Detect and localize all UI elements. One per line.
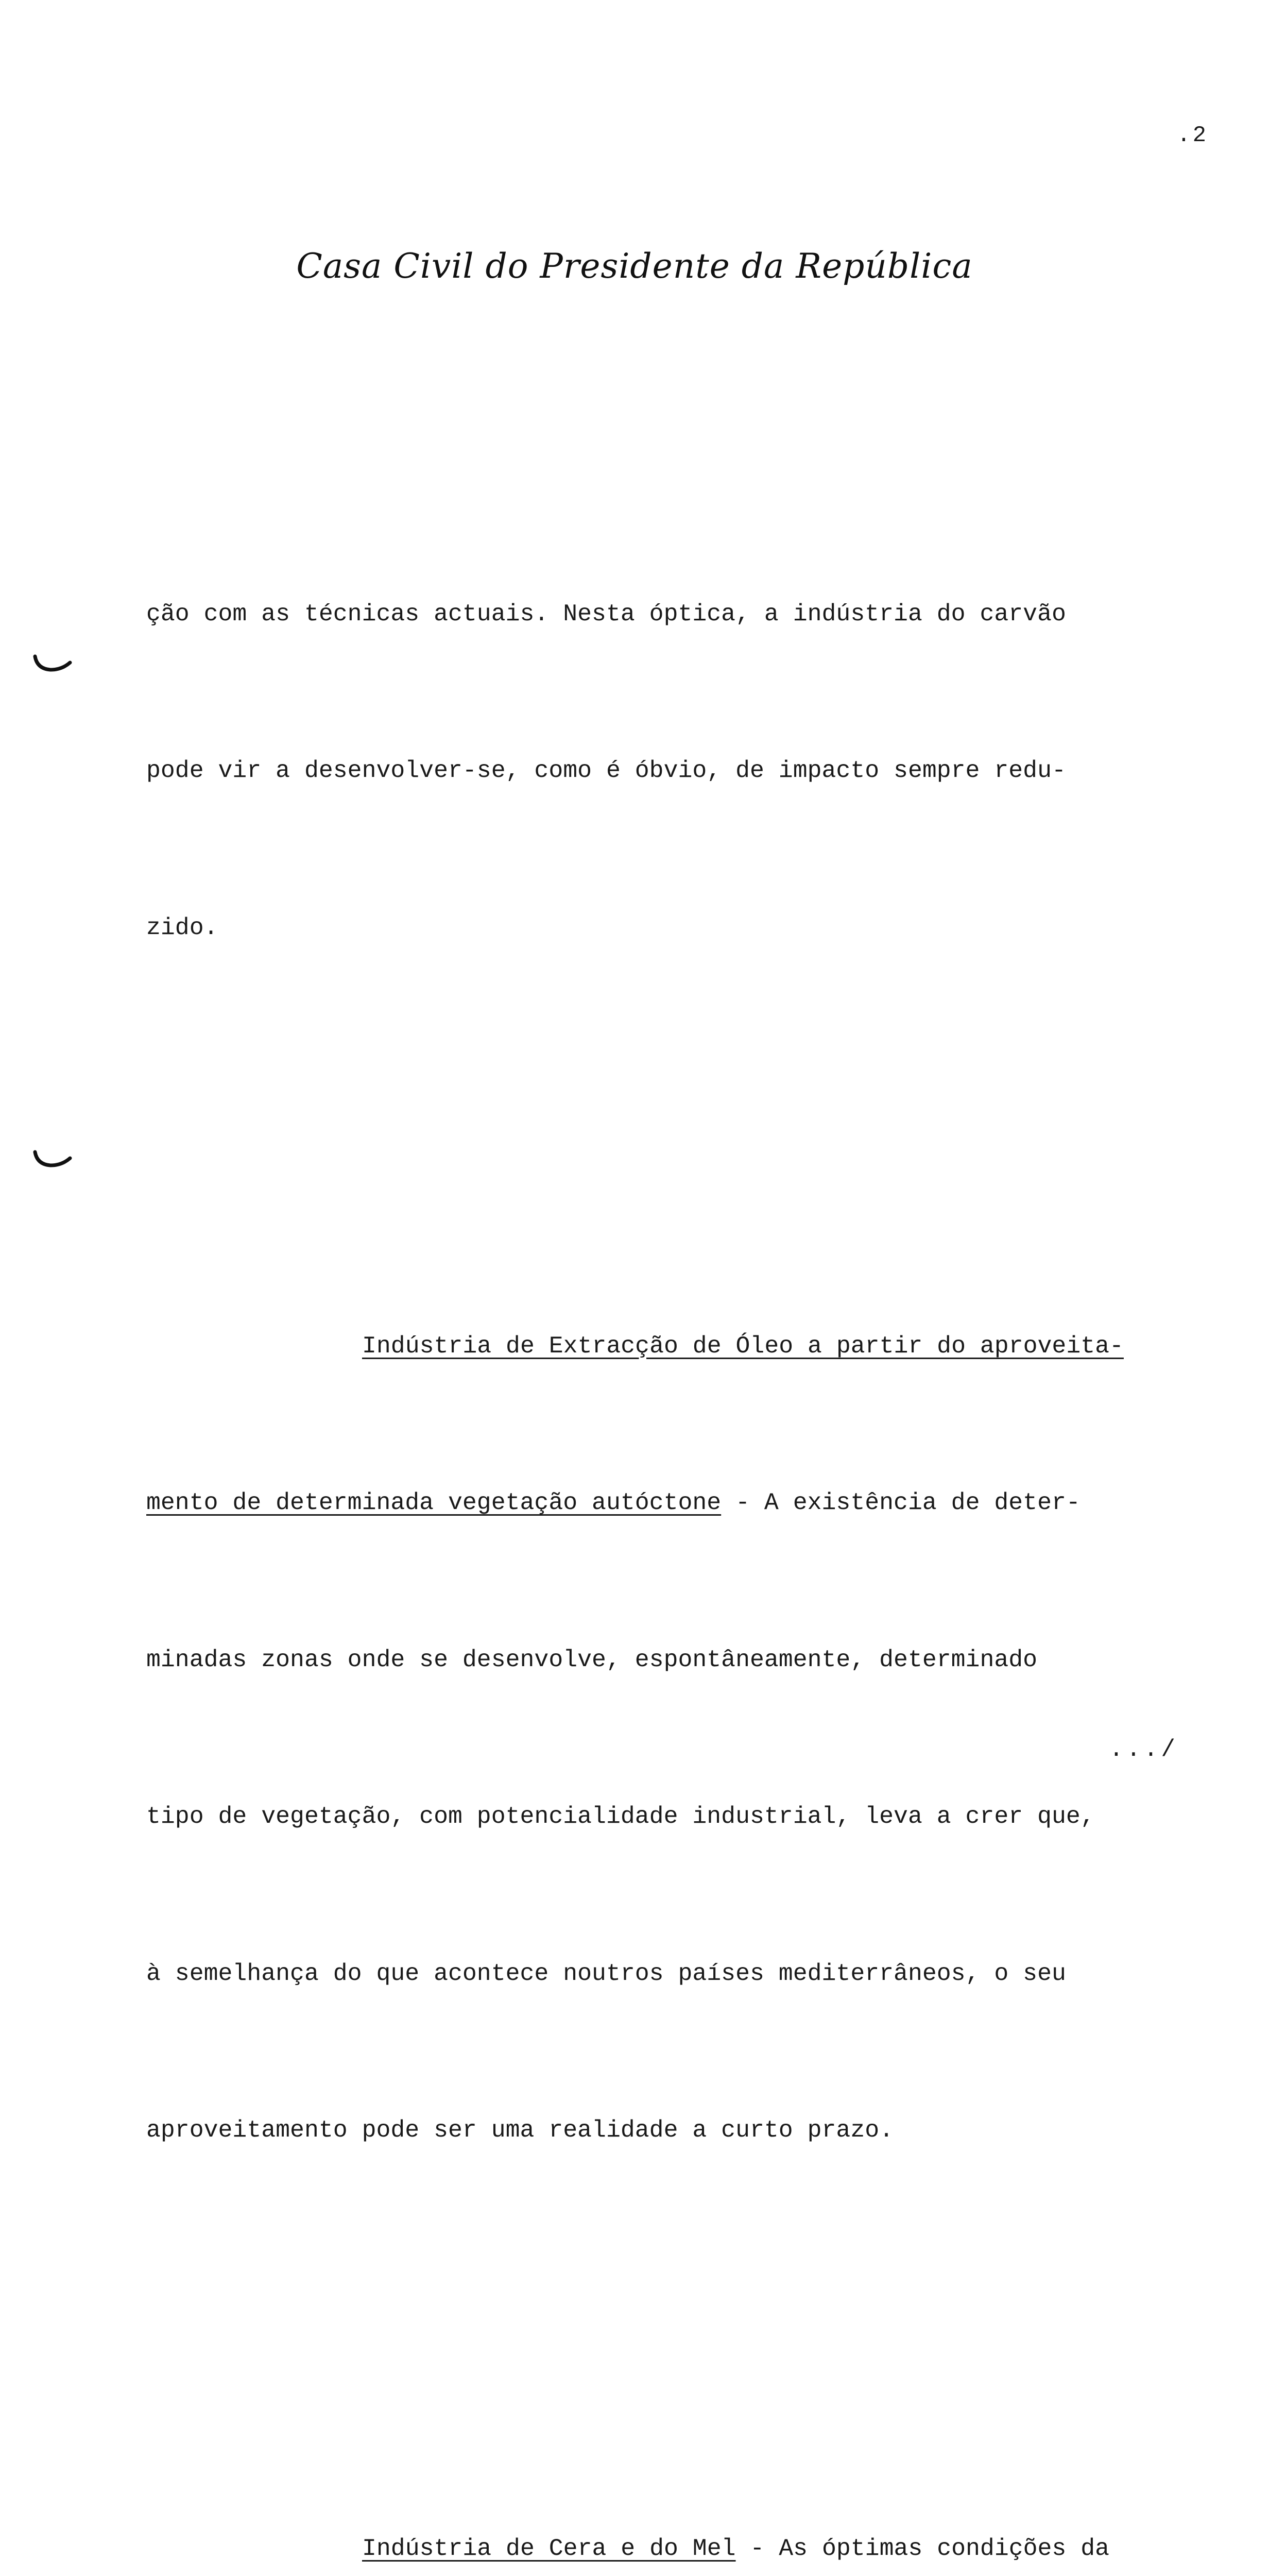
page-number: .2 — [1177, 123, 1208, 148]
continuation-mark: .../ — [1109, 1736, 1178, 1763]
paragraph-line: à semelhança do que acontece noutros países mediterrâneos, o seu — [146, 1959, 1066, 1987]
paragraph-line: tipo de vegetação, com potencialidade industrial, leva a crer que, — [146, 1803, 1095, 1830]
paragraph-text: - As óptimas condições da — [735, 2535, 1110, 2562]
letterhead: Casa Civil do Presidente da República — [296, 246, 973, 286]
paragraph-line — [146, 1477, 1202, 1529]
section-heading: Indústria de Extracção de Óleo a partir do aproveita- — [362, 1332, 1124, 1360]
section-heading: Indústria de Cera e do Mel — [362, 2535, 736, 2562]
section-heading: mento de determinada vegetação autóctone — [146, 1489, 722, 1516]
margin-check-mark — [32, 653, 73, 679]
margin-check-mark — [32, 1149, 73, 1175]
paragraph-line: zido. — [146, 913, 218, 941]
paragraph-line: pode vir a desenvolver-se, como é óbvio, de impacto sempre redu- — [146, 757, 1066, 784]
document-body — [146, 431, 1202, 2576]
paragraph-line — [146, 2522, 1202, 2575]
paragraph-text: - A existência de deter- — [721, 1489, 1081, 1516]
paragraph-line — [146, 1320, 1202, 1372]
paragraph-line: aproveitamento pode ser uma realidade a curto prazo. — [146, 2116, 894, 2144]
paragraph-line: ção com as técnicas actuais. Nesta óptica, a indústria do carvão — [146, 600, 1066, 628]
paragraph-line: minadas zonas onde se desenvolve, espontâneamente, determinado — [146, 1646, 1038, 1673]
